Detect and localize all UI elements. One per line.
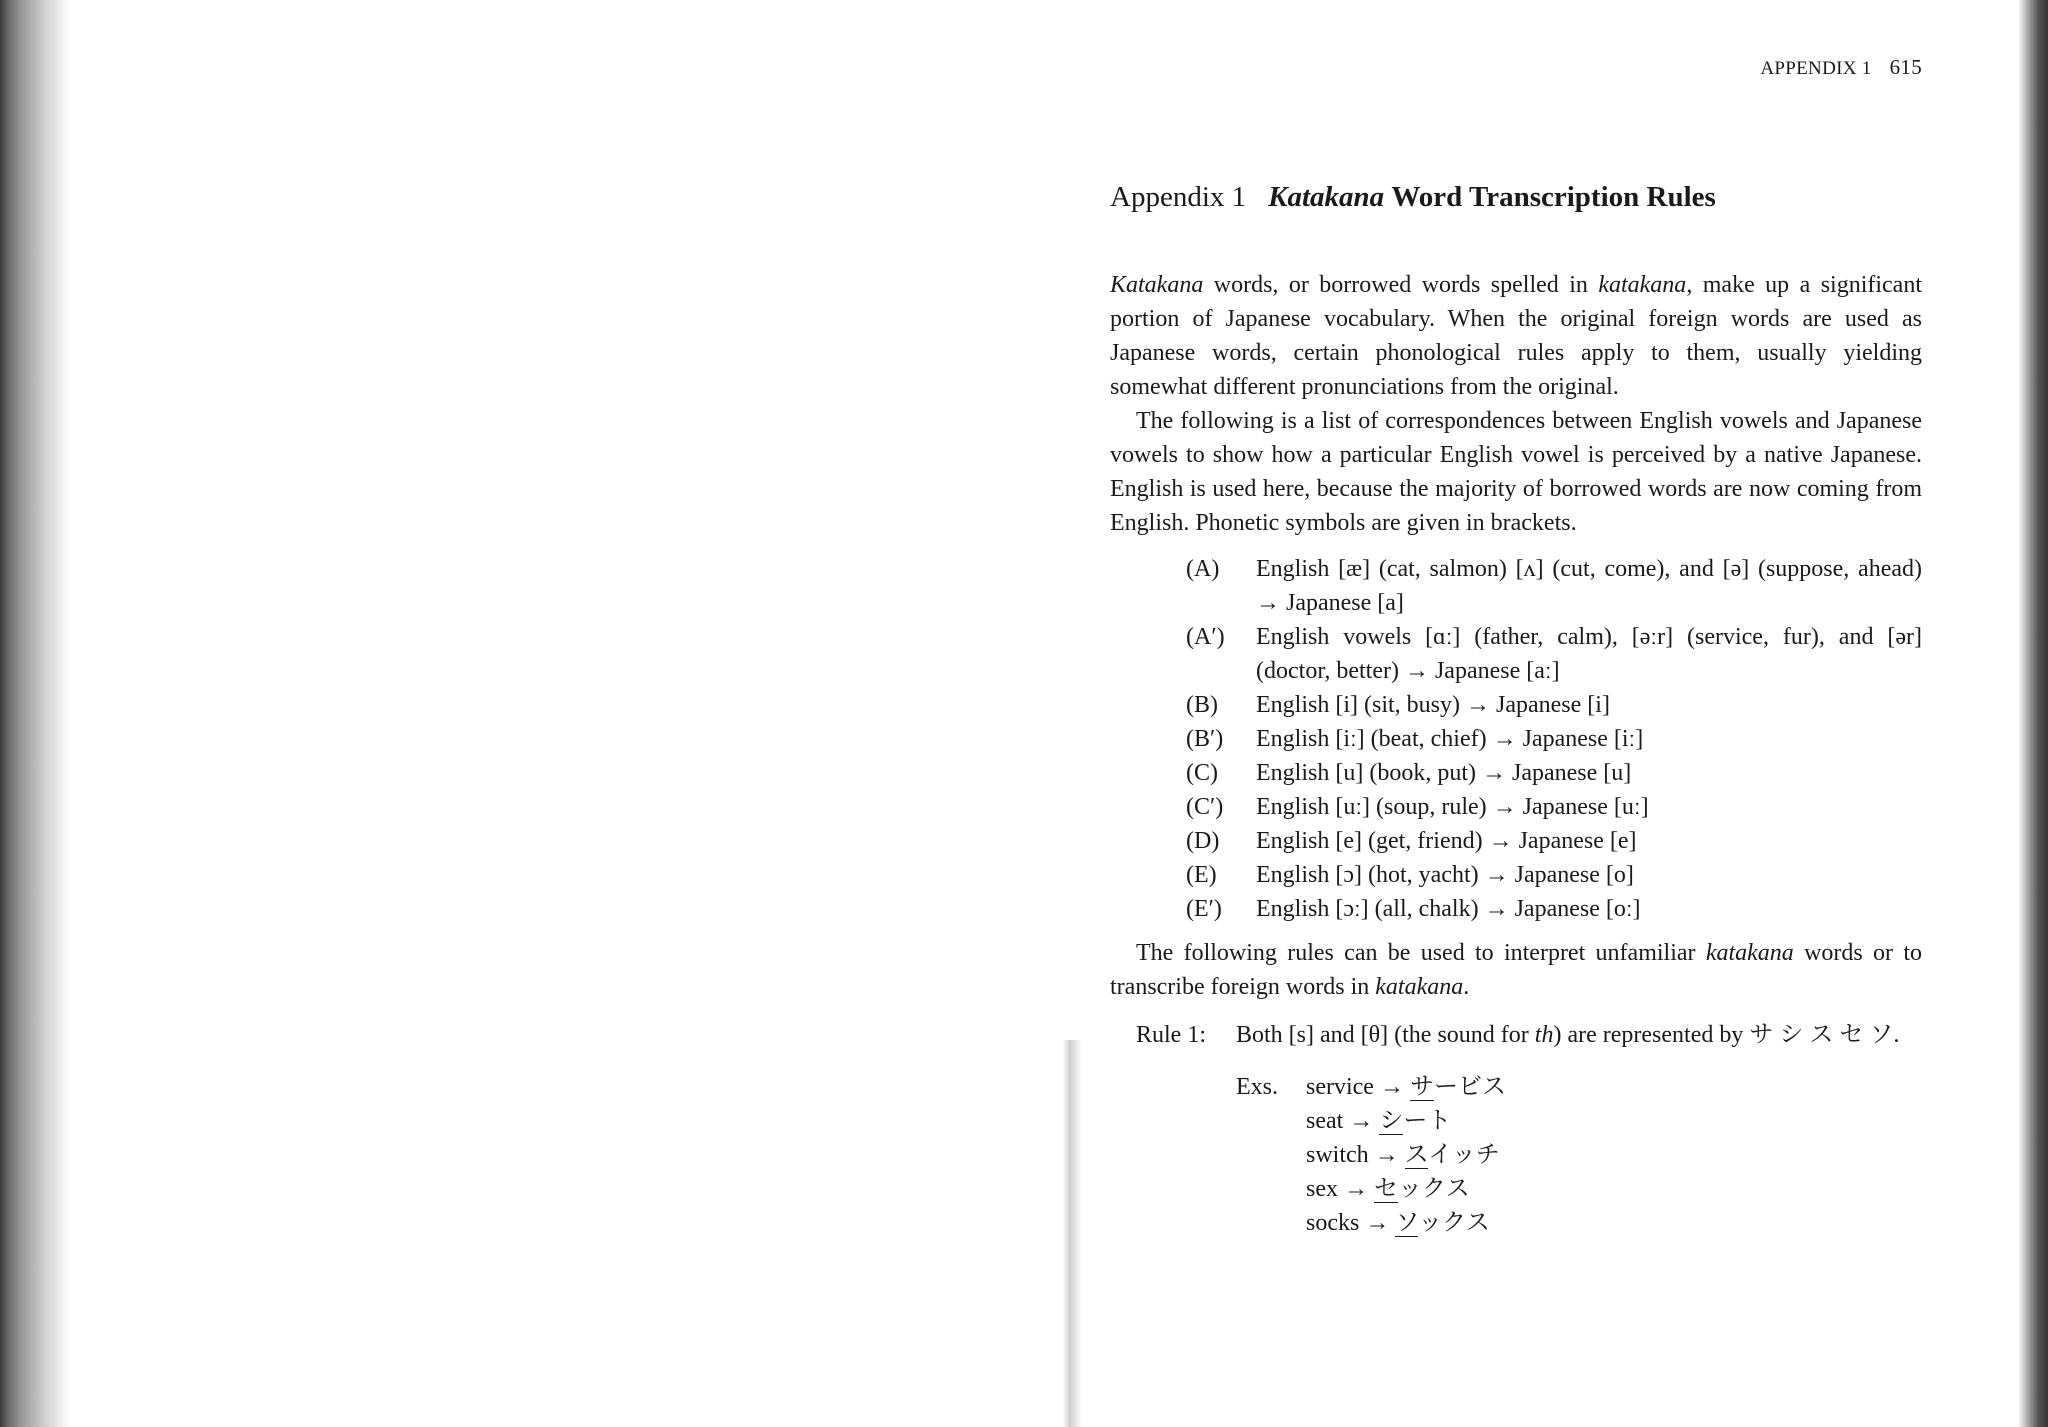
rules-intro-a: The following rules can be used to interpret unfamiliar (1136, 940, 1706, 966)
vowel-text: English [i] (sit, busy) → Japanese [i] (1256, 692, 1610, 718)
example-kana-first: サ (1409, 1074, 1434, 1100)
example-item (1306, 1172, 1922, 1206)
vowel-label: (C′) (1186, 794, 1224, 820)
example-item (1306, 1104, 1922, 1138)
vowel-text: English [iː] (beat, chief) → Japanese [iː] (1256, 726, 1644, 752)
example-word: service (1306, 1074, 1374, 1100)
title-label: Appendix 1 (1110, 181, 1247, 213)
vowel-item (1110, 756, 1922, 790)
vowel-label: (A) (1186, 556, 1220, 582)
rule-1 (1110, 1018, 1922, 1052)
example-word: switch (1306, 1142, 1369, 1168)
vowel-text: English [ɔː] (all, chalk) → Japanese [oː] (1256, 896, 1641, 922)
rule-text-c: ) are represented by サ シ ス セ ソ. (1553, 1022, 1900, 1048)
rules-intro-italic-1: katakana (1705, 940, 1794, 966)
rule-text-italic: th (1534, 1022, 1554, 1048)
vowel-label: (B) (1186, 692, 1218, 718)
examples-label: Exs. (1236, 1074, 1278, 1100)
example-kana-first: ソ (1395, 1210, 1419, 1236)
examples-list (1306, 1070, 1922, 1240)
example-item (1306, 1206, 1922, 1240)
intro-text-a: words, or borrowed words spelled in (1203, 272, 1599, 298)
page-title (1110, 180, 1922, 214)
vowel-label: (E′) (1186, 896, 1222, 922)
arrow-icon: → (1344, 1176, 1368, 1202)
example-word: socks (1306, 1210, 1360, 1236)
intro-lead: Katakana (1110, 272, 1204, 298)
vowel-item (1110, 722, 1922, 756)
intro-text-c: , make up a significant portion of Japanese vocabulary. When the original foreign words are used as Japanese words, certain phonological rules apply to them, usually yielding somewhat different pronunciations from the original. (1110, 272, 1922, 400)
title-katakana: Katakana (1268, 181, 1385, 213)
example-kana-rest: ービス (1433, 1074, 1506, 1100)
example-kana-first: ス (1404, 1142, 1429, 1168)
paragraph-rules-intro (1110, 936, 1922, 1004)
example-word: sex (1306, 1176, 1338, 1202)
arrow-icon: → (1379, 1074, 1404, 1100)
rule-text-a: Both [s] and [θ] (the sound for (1236, 1022, 1535, 1048)
vowel-item (1110, 790, 1922, 824)
vowel-item (1110, 620, 1922, 688)
vowel-label: (C) (1186, 760, 1218, 786)
vowel-text: English vowels [ɑː] (father, calm), [əːr] (service, fur), and [ər] (doctor, better) → Japanese [aː] (1256, 624, 1922, 684)
rule-label: Rule 1: (1136, 1022, 1206, 1048)
vowel-text: English [u] (book, put) → Japanese [u] (1256, 760, 1632, 786)
vowel-item (1110, 824, 1922, 858)
rule-text (1236, 1018, 1922, 1052)
vowel-text: English [e] (get, friend) → Japanese [e] (1256, 828, 1637, 854)
rules-intro-e: . (1463, 974, 1470, 1000)
example-kana-rest: ート (1403, 1108, 1452, 1134)
paragraph-intro (1110, 268, 1922, 404)
example-kana-rest: ックス (1418, 1210, 1490, 1236)
vowel-label: (A′) (1186, 624, 1225, 650)
arrow-icon: → (1349, 1108, 1374, 1134)
running-head (1760, 50, 1922, 86)
examples (1110, 1070, 1922, 1240)
vowel-item (1110, 688, 1922, 722)
vowel-label: (D) (1186, 828, 1220, 854)
vowel-text: English [æ] (cat, salmon) [ʌ] (cut, come), and [ə] (suppose, ahead) → Japanese [a] (1256, 556, 1922, 616)
rules-intro-italic-2: katakana (1375, 974, 1464, 1000)
paragraph-correspondences: The following is a list of correspondences between English vowels and Japanese vowels to show how a particular English vowel is perceived by a native Japanese. English is used here, because the majority of borrowed words are now coming from English. Phonetic symbols are given in brackets. (1110, 408, 1922, 536)
example-kana-first: シ (1379, 1108, 1404, 1134)
vowel-text: English [uː] (soup, rule) → Japanese [uː] (1256, 794, 1649, 820)
rules-intro-c: words or to transcribe foreign words in (1110, 940, 1922, 1000)
title-rest: Word Transcription Rules (1391, 181, 1716, 213)
vowel-item (1110, 552, 1922, 620)
vowel-label: (B′) (1186, 726, 1224, 752)
arrow-icon: → (1365, 1210, 1390, 1236)
example-kana-rest: ックス (1398, 1176, 1470, 1202)
example-kana-first: セ (1374, 1176, 1398, 1202)
running-head-label: APPENDIX 1 (1760, 58, 1872, 79)
example-item (1306, 1138, 1922, 1172)
body-text (1110, 268, 1922, 1240)
vowel-label: (E) (1186, 862, 1217, 888)
intro-italic: katakana (1598, 272, 1687, 298)
vowel-list (1110, 552, 1922, 926)
scan-edge-left (0, 0, 70, 1427)
example-item (1306, 1070, 1922, 1104)
vowel-item (1110, 892, 1922, 926)
scan-edge-right (2018, 0, 2048, 1427)
page-number: 615 (1889, 55, 1922, 79)
book-gutter (1062, 1040, 1082, 1427)
example-word: seat (1306, 1108, 1344, 1134)
vowel-text: English [ɔ] (hot, yacht) → Japanese [o] (1256, 862, 1634, 888)
example-kana-rest: イッチ (1428, 1142, 1500, 1168)
vowel-item (1110, 858, 1922, 892)
arrow-icon: → (1374, 1142, 1399, 1168)
